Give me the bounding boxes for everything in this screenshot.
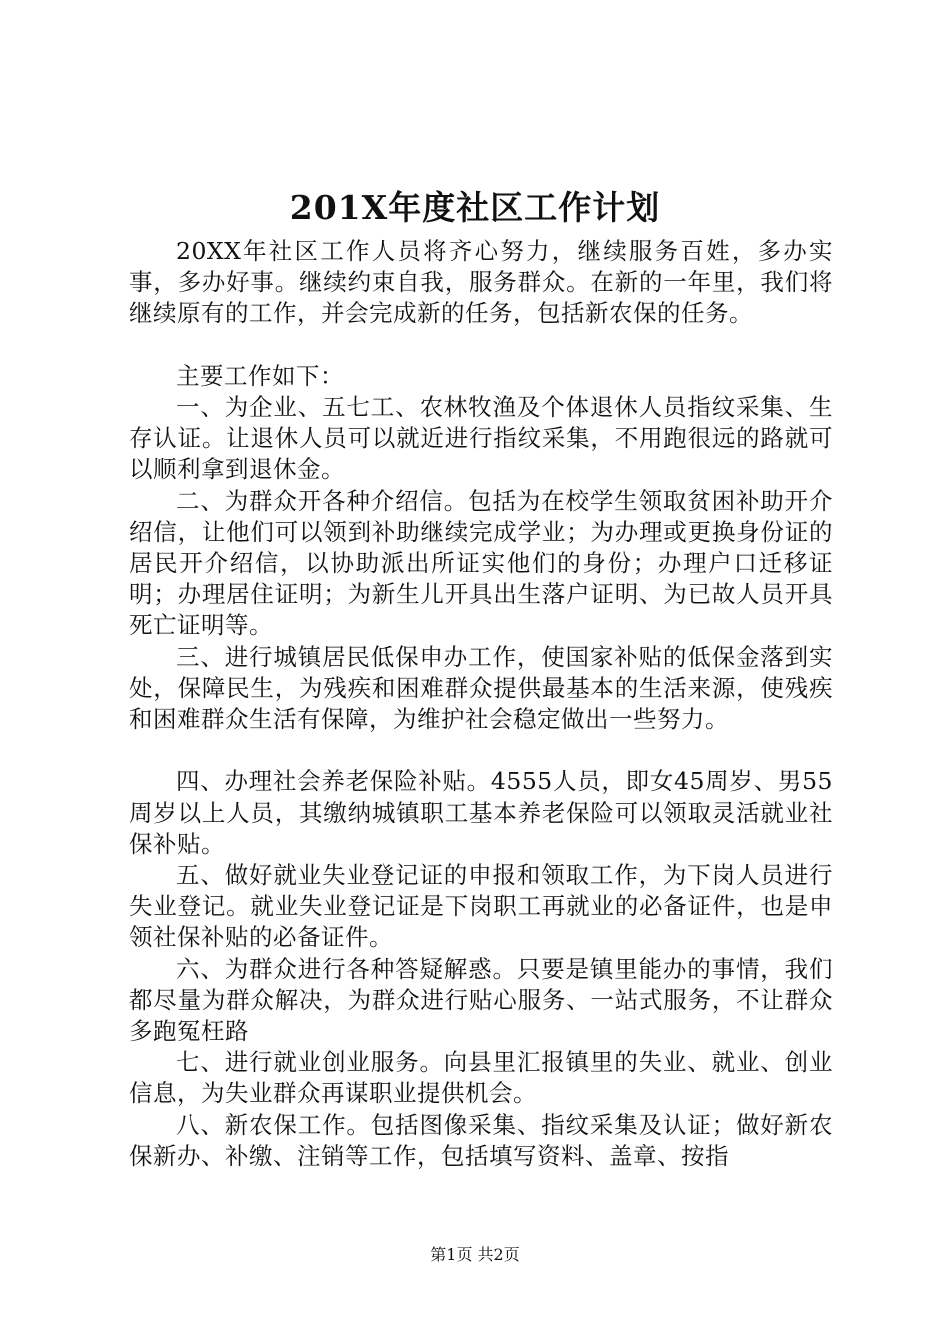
document-title: 201X年度社区工作计划 (289, 188, 661, 227)
paragraph-item-1: 一、为企业、五七工、农林牧渔及个体退休人员指纹采集、生存认证。让退休人员可以就近进行指纹采集，不用跑很远的路就可以顺利拿到退休金。 (129, 393, 833, 484)
paragraph-main-work-heading: 主要工作如下： (176, 361, 344, 390)
paragraph-item-8: 八、新农保工作。包括图像采集、指纹采集及认证；做好新农保新办、补缴、注销等工作，包括填写资料、盖章、按指 (129, 1110, 833, 1170)
paragraph-item-6: 六、为群众进行各种答疑解惑。只要是镇里能办的事情，我们都尽量为群众解决，为群众进行贴心服务、一站式服务，不让群众多跑冤枉路 (129, 954, 833, 1046)
paragraph-item-4: 四、办理社会养老保险补贴。4555人员，即女45周岁、男55周岁以上人员，其缴纳城镇职工基本养老保险可以领取灵活就业社保补贴。 (129, 767, 833, 858)
paragraph-item-5: 五、做好就业失业登记证的申报和领取工作，为下岗人员进行失业登记。就业失业登记证是下岗职工再就业的必备证件，也是申领社保补贴的必备证件。 (129, 861, 833, 952)
paragraph-item-3: 三、进行城镇居民低保申办工作，使国家补贴的低保金落到实处，保障民生，为残疾和困难群众提供最基本的生活来源，使残疾和困难群众生活有保障，为维护社会稳定做出一些努力。 (129, 642, 833, 734)
document-body (129, 236, 833, 1172)
paragraph-item-7: 七、进行就业创业服务。向县里汇报镇里的失业、就业、创业信息，为失业群众再谋职业提供机会。 (129, 1048, 833, 1108)
paragraph-item-2: 二、为群众开各种介绍信。包括为在校学生领取贫困补助开介绍信，让他们可以领到补助继续完成学业；为办理或更换身份证的居民开介绍信，以协助派出所证实他们的身份；办理户口迁移证明；办理居住证明；为新生儿开具出生落户证明、为已故人员开具死亡证明等。 (129, 486, 833, 640)
page-footer: 第1页 共2页 (430, 1245, 520, 1264)
paragraph-intro: 20XX年社区工作人员将齐心努力，继续服务百姓，多办实事，多办好事。继续约束自我，服务群众。在新的一年里，我们将继续原有的工作，并会完成新的任务，包括新农保的任务。 (129, 237, 833, 328)
